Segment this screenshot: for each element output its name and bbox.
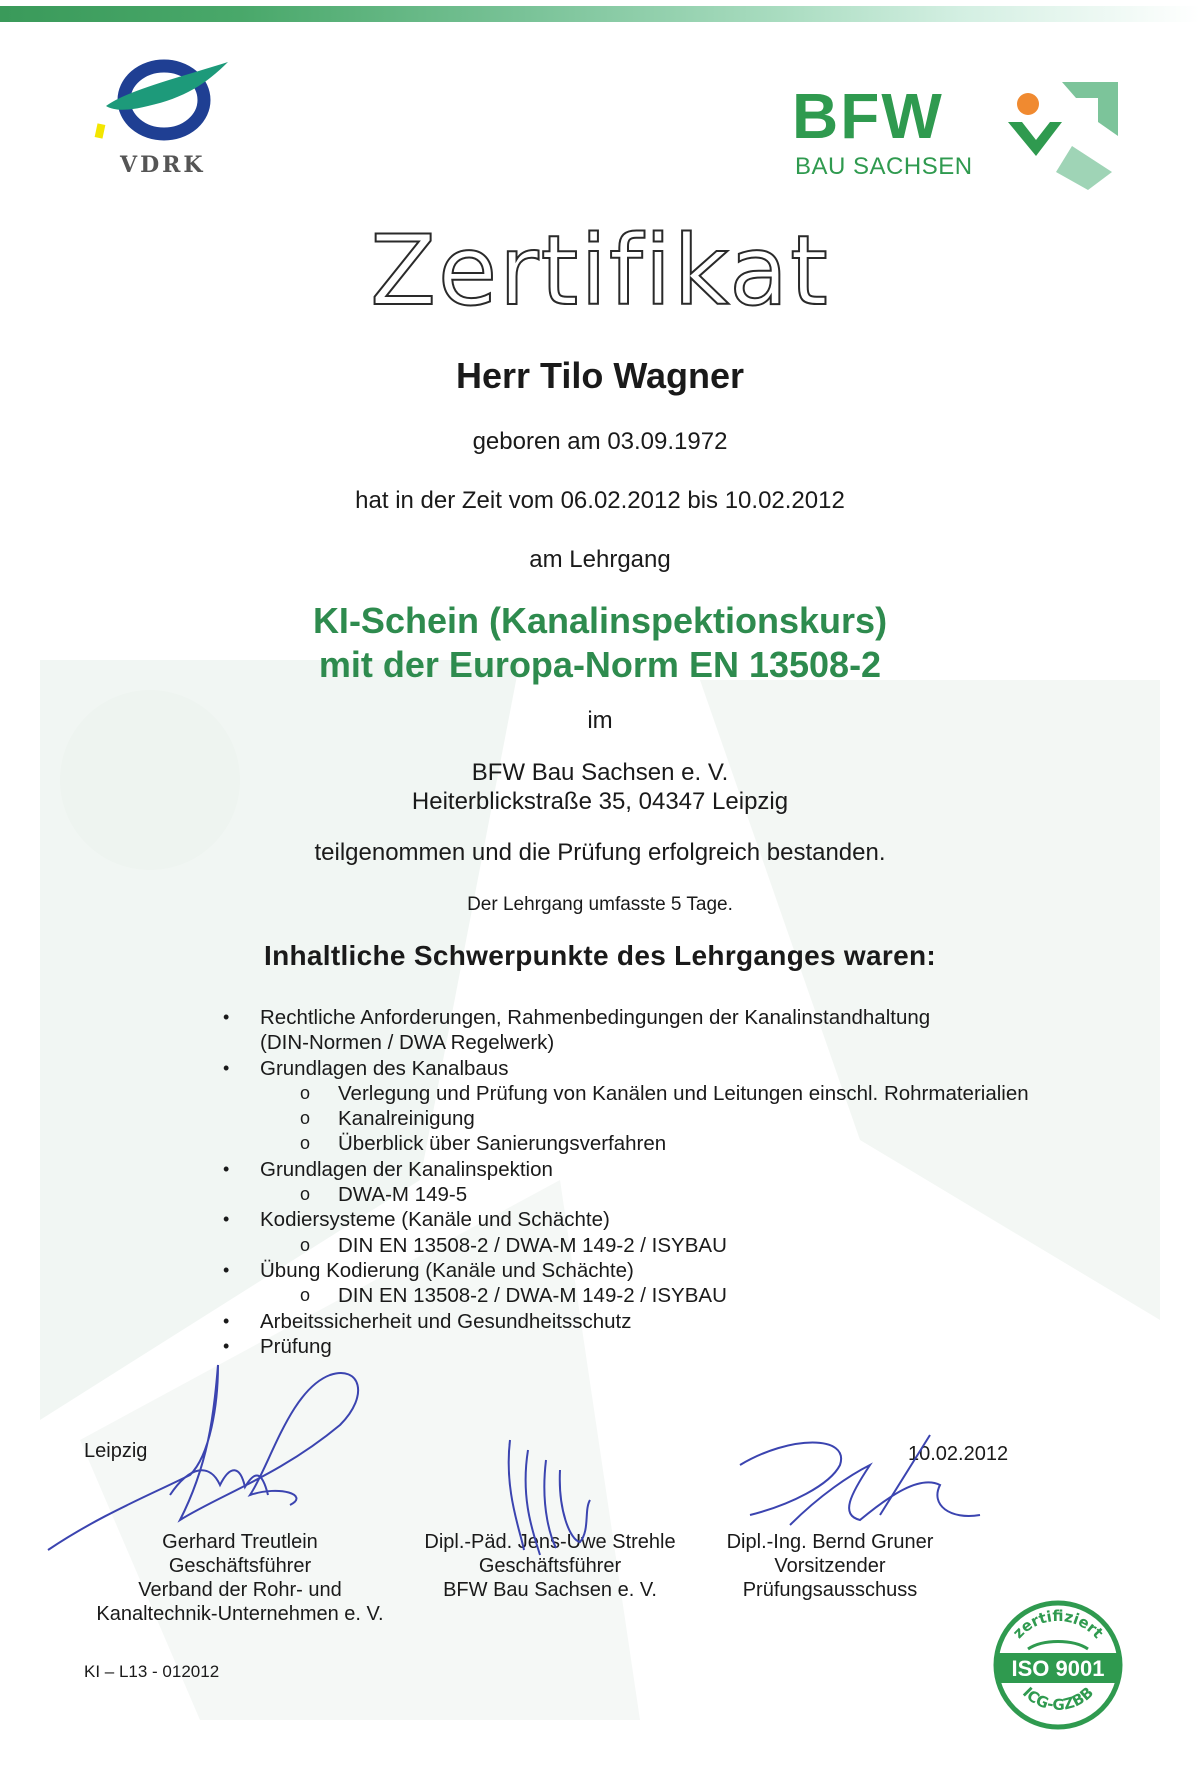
- list-item: • Übung Kodierung (Kanäle und Schächte): [223, 1258, 634, 1282]
- signature-block-middle: Dipl.-Päd. Jens-Uwe Strehle Geschäftsführer BFW Bau Sachsen e. V.: [424, 1531, 676, 1601]
- sub-bullet-mark: o: [300, 1234, 311, 1255]
- list-item: o Kanalreinigung: [300, 1107, 475, 1131]
- bullet-mark: •: [223, 1057, 230, 1078]
- signature-date: 10.02.2012: [908, 1443, 1009, 1465]
- sub-bullet-mark: o: [300, 1108, 311, 1129]
- list-item: o Verlegung und Prüfung von Kanälen und Leitungen einschl. Rohrmaterialien: [300, 1081, 1029, 1105]
- list-item: o DIN EN 13508-2 / DWA-M 149-2 / ISYBAU: [300, 1284, 727, 1308]
- signature-strehle: [500, 1430, 610, 1560]
- course-intro: am Lehrgang: [529, 546, 671, 573]
- sub-bullet-mark: o: [300, 1133, 311, 1154]
- sub-bullet-mark: o: [300, 1285, 311, 1306]
- organization-address: Heiterblickstraße 35, 04347 Leipzig: [411, 788, 789, 815]
- bullet-mark: •: [223, 1209, 230, 1230]
- birth-date: geboren am 03.09.1972: [472, 428, 728, 455]
- bullet-mark: •: [223, 1335, 230, 1356]
- bullet-mark: •: [223, 1259, 230, 1280]
- bfw-logo-mark: [1002, 76, 1122, 196]
- result-statement: teilgenommen und die Prüfung erfolgreich bestanden.: [314, 839, 886, 866]
- list-item: • Prüfung: [223, 1334, 332, 1358]
- badge-bottom-text: ICG-GZBB: [1019, 1683, 1097, 1714]
- sub-bullet-mark: o: [300, 1082, 311, 1103]
- signature-place: Leipzig: [84, 1440, 148, 1462]
- list-item: • Grundlagen der Kanalinspektion: [223, 1157, 553, 1181]
- signature-gruner: [730, 1425, 990, 1545]
- course-period: hat in der Zeit vom 06.02.2012 bis 10.02.2012: [355, 487, 845, 514]
- location-intro: im: [587, 707, 613, 734]
- course-name-line1: KI-Schein (Kanalinspektionskurs): [312, 600, 888, 641]
- bfw-logo-text: BFW: [792, 80, 944, 152]
- course-duration: Der Lehrgang umfasste 5 Tage.: [467, 894, 733, 915]
- list-item: (DIN-Normen / DWA Regelwerk): [260, 1031, 555, 1055]
- list-item: o Überblick über Sanierungsverfahren: [300, 1132, 667, 1156]
- iso-certification-badge: [988, 1595, 1128, 1735]
- sub-bullet-mark: o: [300, 1184, 311, 1205]
- list-item: • Grundlagen des Kanalbaus: [223, 1056, 509, 1080]
- course-name-line2: mit der Europa-Norm EN 13508-2: [318, 644, 882, 685]
- bullet-mark: •: [223, 1158, 230, 1179]
- signature-block-right: Dipl.-Ing. Bernd Gruner Vorsitzender Prüfungsausschuss: [726, 1531, 934, 1601]
- list-item: • Rechtliche Anforderungen, Rahmenbedingungen der Kanalinstandhaltung: [223, 1006, 931, 1029]
- top-color-bar: [0, 6, 1200, 22]
- topics-heading: Inhaltliche Schwerpunkte des Lehrganges waren:: [264, 940, 936, 971]
- list-item: o DWA-M 149-5: [300, 1183, 468, 1207]
- list-item: o DIN EN 13508-2 / DWA-M 149-2 / ISYBAU: [300, 1233, 727, 1257]
- organization-name: BFW Bau Sachsen e. V.: [471, 759, 729, 786]
- document-code: KI – L13 - 012012: [84, 1662, 220, 1681]
- signature-block-left: Gerhard Treutlein Geschäftsführer Verband der Rohr- und Kanaltechnik-Unternehmen e. V.: [96, 1531, 384, 1625]
- list-item: • Arbeitssicherheit und Gesundheitsschutz: [223, 1309, 632, 1333]
- bullet-mark: •: [223, 1310, 230, 1331]
- bfw-logo-subtitle: BAU SACHSEN: [795, 153, 973, 180]
- signature-treutlein: [40, 1345, 380, 1575]
- recipient-name: Herr Tilo Wagner: [455, 355, 745, 396]
- list-item: • Kodiersysteme (Kanäle und Schächte): [223, 1208, 610, 1232]
- topics-list: [218, 1005, 1118, 1359]
- bullet-mark: •: [223, 1007, 230, 1027]
- badge-main-text: ISO 9001: [1011, 1656, 1105, 1681]
- badge-top-text: zertifiziert: [1009, 1607, 1107, 1643]
- vdrk-logo-text: VDRK: [120, 152, 206, 178]
- certificate-title: Zertifikat: [370, 215, 830, 327]
